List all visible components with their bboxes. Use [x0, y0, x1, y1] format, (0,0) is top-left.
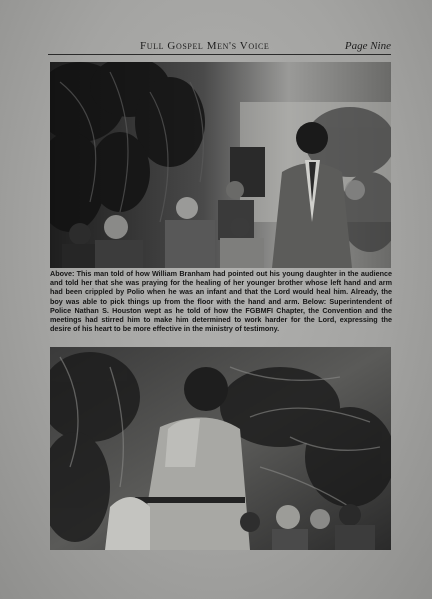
page-number: Page Nine [344, 40, 391, 52]
page-header [48, 36, 391, 55]
top-photo-illustration [50, 62, 391, 268]
top-photograph [50, 62, 391, 268]
publication-title: Full Gospel Men's Voice [140, 40, 270, 52]
photo-caption: Above: This man told of how William Branham had pointed out his young daughter in the audience and told her that she was praying for the healing of her younger brother whose left hand and arm had been crippled by Polio when he was an infant and that the Lord would heal him. Already, the boy was able to pick things up from the floor with the hand and arm. Below: Superintendent of Police Nathan S. Houston wept as he told of how the FGBMFI Chapter, the Convention and the meetings had stirred him to make him determined to work harder for the Lord, expressing the desire of his heart to be more effective in the ministry of testimony. [50, 269, 392, 334]
bottom-photograph [50, 347, 391, 550]
bottom-photo-illustration [50, 347, 391, 550]
